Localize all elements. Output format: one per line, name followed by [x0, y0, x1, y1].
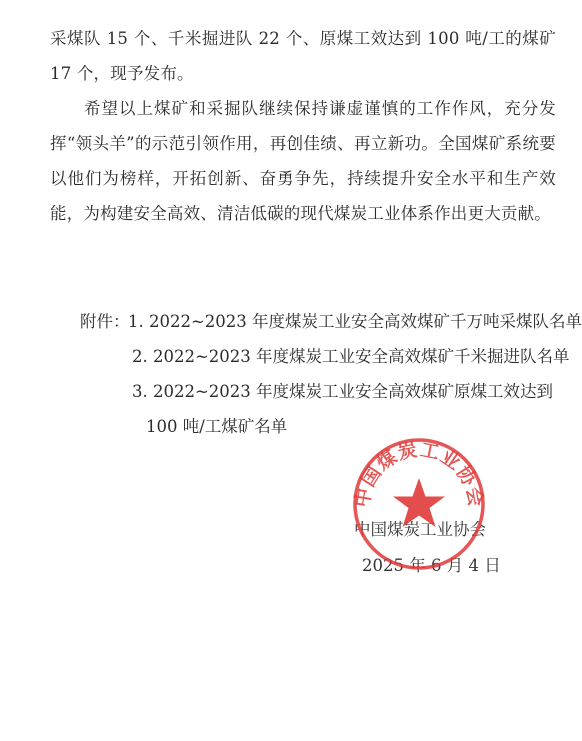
- official-seal: [349, 434, 489, 574]
- signer-organization: 中国煤炭工业协会: [354, 520, 486, 539]
- attachment-item-1: 1. 2022~2023 年度煤炭工业安全高效煤矿千万吨采煤队名单: [128, 312, 582, 331]
- attachment-item-3-continued: 100 吨/工煤矿名单: [146, 417, 288, 436]
- attachment-item-3: 3. 2022~2023 年度煤炭工业安全高效煤矿原煤工效达到: [132, 382, 554, 401]
- attachment-item-2: 2. 2022~2023 年度煤炭工业安全高效煤矿千米掘进队名单: [132, 347, 570, 366]
- signature-date: 2025 年 6 月 4 日: [362, 556, 501, 575]
- body-paragraph-1: 采煤队 15 个、千米掘进队 22 个、原煤工效达到 100 吨/工的煤矿 17 个，现予发布。: [50, 29, 556, 83]
- attachments-label: 附件：: [80, 312, 130, 331]
- seal-text: 中国煤炭工业协会: [351, 438, 487, 509]
- star-icon: [393, 478, 445, 527]
- body-paragraph-2: 希望以上煤矿和采掘队继续保持谦虚谨慎的工作作风，充分发挥“领头羊”的示范引领作用，再创佳绩、再立新功。全国煤矿系统要以他们为榜样，开拓创新、奋勇争先，持续提升安全水平和生产效能，为构建安全高效、清洁低碳的现代煤炭工业体系作出更大贡献。: [50, 99, 556, 223]
